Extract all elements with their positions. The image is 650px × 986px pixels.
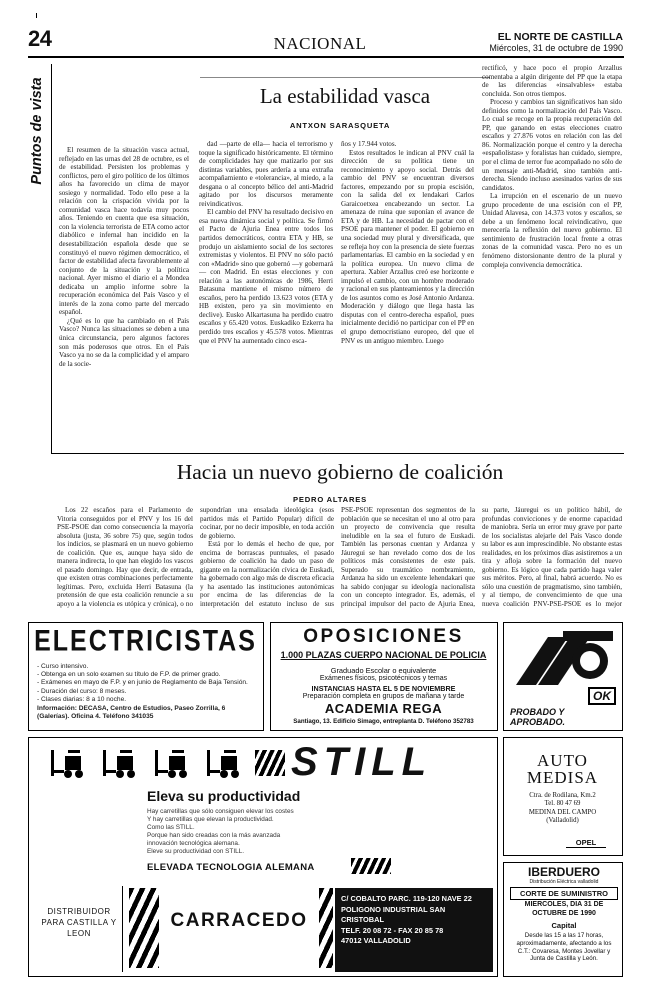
electricistas-lines <box>37 663 259 721</box>
a2-c2-p2: Está por lo demás el hecho de que, por encima de borrascas puntuales, el pasado gobierno de coalición ha dado un paso de gigante en la normalización cívica de Euskadi, ha gobernado con algo más de discreta eficacia y ha asentado las instituciones autonómicas por encima de las diferencias de la interpretación del estatuto incluso de sus <box>200 540 334 609</box>
a1-c1-p1: El resumen de la situación vasca actual, reflejado en las urnas del 28 de octubre, es el de estabilidad. Persisten los problemas y conflictos, pero el giro político de los últimos años ha favorecido un clima de mayor sosiego y normalidad. Todo ello pese a la relación con la crispación vivida por la comunidad vasca hace todavía muy pocos años. Teniendo en cuenta que esa situación, con la violencia terrorista de ETA como actor diabólico e infernal han incidido en la desestabilización española desde que se constituyó el nuevo régimen democrático, el factor de estabilidad afecta favorablemente al conjunto de la situación y la política nacional. Ayer mismo el diario el a Mondea dedicaba un amplio informe sobre la recuperación económica del País Vasco y el interés de la zona como parte del mercado español. <box>59 146 189 317</box>
ad-still <box>28 737 498 977</box>
auto-medisa-lines <box>504 792 621 826</box>
oposiciones-line-2: Exámenes físicos, psicotécnicos y temas <box>319 675 448 682</box>
electricistas-title: ELECTRICISTAS <box>34 624 257 658</box>
article-2-col-4 <box>482 506 622 609</box>
a1-c2-p1: dad —parte de ella— hacia el terrorismo y toque la significado históricamente. El término de complicidades hay que matizarlo por sus distintas variables, pues ardería a una extraña acompañamiento e «tolerancia», al miedo, a la desgana o al concepto bélico del anti-Madrid agitado por los discursos meramente reivindicativos. <box>199 140 333 208</box>
oposiciones-line-4: Preparación completa en grupos de mañana y tarde <box>302 693 465 700</box>
still-line-6: Eleve su productividad con STILL. <box>147 848 244 856</box>
iberduero-place: Capital <box>551 921 577 930</box>
oposiciones-line-1: Graduado Escolar o equivalente <box>330 666 437 675</box>
dealer-address-4: 47012 VALLADOLID <box>341 936 411 945</box>
probado-label: PROBADO Y APROBADO. <box>510 707 566 727</box>
iberduero-title: CORTE DE SUMINISTRO <box>510 887 618 900</box>
a1-c3-p1: ños y 17.944 votos. <box>341 140 397 148</box>
a1-c1-p2: ¿Qué es lo que ha cambiado en el País Vasco? Nunca las situaciones se deben a una única circunstancia, pero algunos factores son más poderosos que otros. En el País Vasco ya no se da la complicidad y el amparo de la socie- <box>59 316 189 368</box>
ad-auto-medisa <box>503 737 623 856</box>
opel-logo: OPEL <box>566 838 606 848</box>
dealer-name: CARRACEDO <box>170 910 308 931</box>
header-rule <box>28 56 624 58</box>
dealer-address-2: POLIGONO INDUSTRIAL SAN CRISTOBAL <box>341 904 446 924</box>
iberduero-date: MIERCOLES, DIA 31 DE OCTUBRE DE 1990 <box>524 901 604 917</box>
elec-line-2: - Obtenga en un solo examen su título de F.P. de primer grado. <box>37 671 221 679</box>
still-copy <box>147 808 407 857</box>
still-line-2: Y hay carretillas que elevan la productividad. <box>147 816 274 824</box>
ad-probado <box>503 622 623 731</box>
dealer-address-3: TELF. 20 08 72 - FAX 20 85 78 <box>341 925 444 935</box>
page-number: 24 <box>28 26 52 51</box>
article-2-col-2 <box>200 506 334 609</box>
article-2-title: Hacia un nuevo gobierno de coalición <box>176 460 504 484</box>
auto-medisa-title: AUTO MEDISA <box>526 751 599 787</box>
forklift-icons <box>51 746 241 780</box>
side-divider <box>51 64 52 454</box>
article-divider <box>52 453 624 454</box>
side-label-box <box>27 75 47 195</box>
elec-line-1: - Curso intensivo. <box>37 663 89 670</box>
medisa-line-1: Ctra. de Rodilana, Km.2 <box>529 792 596 799</box>
side-label: Puntos de vista <box>29 77 45 185</box>
article-1-title-rule <box>200 77 490 78</box>
oposiciones-title: OPOSICIONES <box>303 626 464 647</box>
a1-c2-p2: El cambio del PNV ha resultado decisivo en esa nueva dinámica social y política. Se firmó el Pacto de Ajuria Enea entre todos los partidos democráticos, contra ETA y HB, se produjo un aislamiento social de los sectores extremistas y violentos. El PNV no sólo pactó con «Madrid» sino que gobernó —y gobernará— con Madrid. En estas elecciones y con relación a las autonómicas de 1986, Herri Batasuna mantiene el mismo número de escaños, pero ha perdido 13.623 votos (ETA y HB existen, pero ya sin movimiento en declive). Eusko Alkartasuna ha perdido cuatro escaños y 65.420 votos. Euskadiko Ezkerra ha perdido tres escaños y 45.578 votos. Mientras que el PNV ha aumentado cinco esca- <box>199 208 333 345</box>
article-1-col-3 <box>341 140 474 445</box>
newspaper-name: EL NORTE DE CASTILLA <box>497 31 623 43</box>
article-1-col-4 <box>482 64 622 446</box>
iberduero-text: Desde las 15 a las 17 horas, aproximadamente, afectando a los C.T.: Covaresa, Montes Jovellar y Junta de Castilla y León. <box>516 932 612 963</box>
still-line-1: Hay carretillas que sólo consiguen elevar los costes <box>147 808 294 815</box>
medisa-line-3: MEDINA DEL CAMPO <box>528 808 597 816</box>
article-1-col-1 <box>59 146 189 446</box>
dealer-stripe-2 <box>319 888 333 968</box>
elec-line-5: - Clases diarias: 8 a 10 noche. <box>37 695 127 703</box>
still-stripe <box>255 750 285 776</box>
ok-badge: OK <box>588 687 616 705</box>
top-mark <box>36 13 37 18</box>
still-brand: STILL <box>291 740 433 784</box>
still-tagline: ELEVADA TECNOLOGIA ALEMANA <box>147 862 315 873</box>
article-2-author: PEDRO ALTARES <box>293 495 367 504</box>
ad-oposiciones <box>270 622 498 731</box>
a1-c4-p3: La irrupción en el escenario de un nuevo grupo procedente de una escisión con el PP, Unidad Alavesa, con 14.373 votos y escaños, se debe a un fenómeno local reivindicativo, que merecería la reflexión del nuevo gobierno. El sentimiento de frustración local frente a otras zonas de la comunidad vasca. Pero no es un fenómeno distorsionante dentro de la plural y compleja convivencia democrática. <box>482 192 622 269</box>
article-1-author: ANTXON SARASQUETA <box>289 121 391 130</box>
section-title: NACIONAL <box>273 34 367 53</box>
a1-c4-p2: Proceso y cambios tan significativos han sido definidos como la normalización del País Vasco. Lo cual se recoge en la propia recuperación del PP, que ganando en estas elecciones cuatro escaños y 27.876 votos en relación con las del 86. Normalización porque el centro y la derecha «españolistas» y foralistas han cuidado, siempre, por el clima de terror fue acompañado no sólo de un mensaje anti-Madrid, sino también anti-derecha. Siendo incluso asesinados varios de sus candidatos. <box>482 98 622 192</box>
academy-address: Santiago, 13. Edificio Simago, entreplanta D. Teléfono 352783 <box>293 718 474 725</box>
still-line-3: Como las STILL. <box>147 824 195 832</box>
still-slogan: Eleva su productividad <box>147 788 301 804</box>
header <box>0 0 650 58</box>
still-stripe-2 <box>351 858 391 874</box>
article-2-col-3 <box>341 506 475 609</box>
a2-c4-p1: su parte, Jáuregui es un político hábil, de profundas convicciones y de enorme capacidad de maniobra. Sería un error muy grave por parte de los socialistas alejarle del País Vasco donde su labor es aun imprescindible. No obstante estas realidades, en los próximos días asistiremos a un tira y afloja sobre la formación del nuevo gobierno. Es lógico que cada partido haga valer sus méritos. Pero, al final, habrá acuerdo. No es sólo una cuestión de pragmatismo, sino también, y al tiempo, de convencimiento de que una nueva coalición PNV-PSE-PSOE es lo mejor <box>482 506 622 609</box>
academy-name: ACADEMIA REGA <box>324 701 443 716</box>
still-line-4: Porque han sido creadas con la más avanzada <box>147 832 281 840</box>
elec-info: Información: DECASA, Centro de Estudios, Paseo Zorrilla, 6 (Galerías). Oficina 4. Teléfono 341035 <box>37 705 226 721</box>
elec-line-3: - Exámenes en mayo de F.P. y en junio de Reglamento de Baja Tensión. <box>37 679 248 687</box>
a1-c4-p1: rectificó, y hace poco el propio Arzallus comentaba a algún dirigente del PP que la etapa de las diferencias «insalvables» estaba concluida. Son otros tiempos. <box>482 64 622 98</box>
article-2-col-1 <box>57 506 193 609</box>
iberduero-sub: Distribución Eléctrica valladolid <box>529 879 599 885</box>
still-line-5: innovación tecnológica alemana. <box>147 840 240 848</box>
article-1-title: La estabilidad vasca <box>259 84 431 108</box>
distributor-block <box>35 886 123 972</box>
oposiciones-subtitle: 1.000 PLAZAS CUERPO NACIONAL DE POLICIA <box>280 650 487 660</box>
dealer-address-1: C/ COBALTO PARC. 119-120 NAVE 22 <box>341 894 472 903</box>
a2-c1-p1: Los 22 escaños para el Parlamento de Vitoria conseguidos por el PNV y los 16 del PSE-PSOE dan como consecuencia la mayoría absoluta (justa, 36 sobre 75) que, según todos los indicios, se plasmará en un nuevo gobierno de coalición. Que es, aunque haya sido de manera indirecta, lo que han elegido los vascos el pasado domingo. Hay que decir, de entrada, que existen otras combinaciones perfectamente legítimas. Pero, excluida Herri Batasuna (la pretensión de que esta coalición renuncie a su apoyo a la violencia es utópica y crónica), o no <box>57 506 193 609</box>
dealer-stripe <box>129 888 159 968</box>
a2-c2-p1: supondrían una ensalada ideológica (esos partidos más el Partido Popular) difícil de cocinar, por no decir imposible, en toda acción de gobierno. <box>200 506 334 540</box>
issue-date: Miércoles, 31 de octubre de 1990 <box>489 43 623 53</box>
medisa-line-4: (Valladolid) <box>546 817 579 825</box>
iberduero-brand: IBERDUERO <box>527 865 600 879</box>
a2-c3-p1: PSE-PSOE representan dos segmentos de la población que se necesitan el uno al otro para un proyecto de convivencia que resulta ineludible en la sea el futuro de Euskadi. También las personas cuentan y Ardanza y Jáuregui se han revelado como dos de los políticos más consistentes de este país. Superado su traumático nombramiento, Ardanza ha sido un excelente lehendakari que ha sabido conjugar su ideología nacionalista con un concepto integrador. Es, además, el principal impulsor del pacto de Ajuria Enea, <box>341 506 475 609</box>
medisa-line-2: Tel. 80 47 69 <box>544 800 581 808</box>
article-1-col-2 <box>199 140 333 445</box>
ad-electricistas <box>28 622 264 731</box>
oposiciones-line-3: INSTANCIAS HASTA EL 5 DE NOVIEMBRE <box>311 684 456 693</box>
elec-line-4: - Duración del curso: 8 meses. <box>37 687 127 695</box>
distributor-label: DISTRIBUIDOR PARA CASTILLA Y LEON <box>41 907 117 938</box>
a1-c3-p2: Estos resultados le indican al PNV cuál la dirección de su política tiene un reconocimiento y apoyo social. Detrás del cambio del PNV se encuentran diversos factores, empezando por su propia escisión, con la salida del ex lendakari Carlos Garaicoetxea encabezando un sector. La amenaza de ruina que suponían el avance de ETA y de HB. La necesidad de pactar con el PSOE para mantener el poder. El gobierno en una sociedad muy plural y diversificada, que se refleja hoy con la presencia de siete fuerzas parlamentarias. El cambio en la sociedad y en la política europea. Un nuevo clima de apertura. Xabier Arzallus creó ese horizonte e impulsó el cambio, con un hombre moderado y racional en sus planteamientos y la dirección de los asuntos como es José Antonio Ardanza. Moderación y diálogo que llega hasta las disputas con el centro-derecha español, pues inicialmente decidió no participar con el PP en el grupo democristiano europeo, del que el PNV es un antiguo miembro. Luego <box>341 148 474 345</box>
ad-iberduero <box>503 862 623 977</box>
dealer-address <box>335 888 493 972</box>
probado-graphic <box>508 627 618 695</box>
